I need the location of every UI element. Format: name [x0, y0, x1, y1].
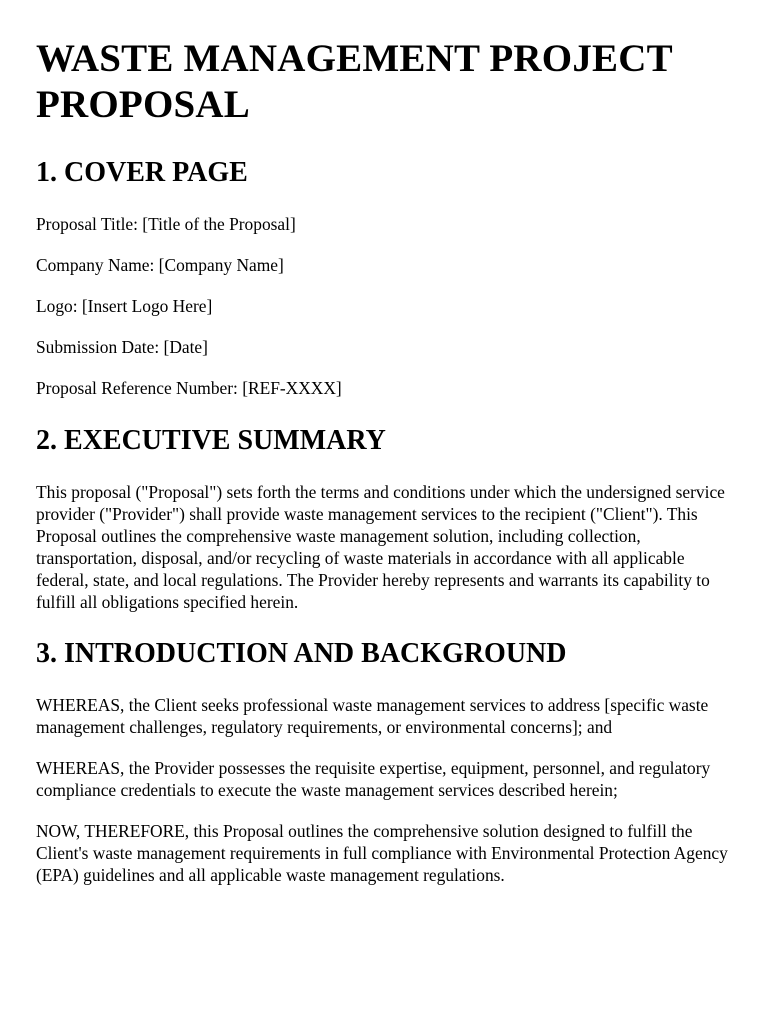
executive-summary-section [36, 424, 734, 613]
now-therefore-paragraph: NOW, THEREFORE, this Proposal outlines the comprehensive solution designed to fulfill the Client's waste management requirements in full compliance with Environmental Protection Agency (EPA) guidelines and all applicable waste management regulations. [36, 821, 728, 885]
logo-field: Logo: [Insert Logo Here] [36, 296, 213, 316]
cover-page-fields [36, 213, 734, 399]
executive-summary-body [36, 481, 734, 613]
introduction-heading: 3. INTRODUCTION AND BACKGROUND [36, 638, 567, 669]
document-title: WASTE MANAGEMENT PROJECT PROPOSAL [36, 37, 673, 126]
whereas-provider-paragraph: WHEREAS, the Provider possesses the requisite expertise, equipment, personnel, and regulatory compliance credentials to execute the waste management services described herein; [36, 758, 711, 800]
cover-page-section [36, 156, 734, 399]
cover-page-heading: 1. COVER PAGE [36, 157, 248, 188]
proposal-title-field: Proposal Title: [Title of the Proposal] [36, 214, 296, 234]
introduction-section [36, 637, 734, 886]
whereas-client-paragraph: WHEREAS, the Client seeks professional waste management services to address [specific waste management challenges, regulatory requirements, or environmental concerns]; and [36, 695, 709, 737]
reference-number-field: Proposal Reference Number: [REF-XXXX] [36, 378, 342, 398]
company-name-field: Company Name: [Company Name] [36, 255, 284, 275]
submission-date-field: Submission Date: [Date] [36, 337, 208, 357]
introduction-body [36, 694, 734, 886]
executive-summary-paragraph: This proposal ("Proposal") sets forth the terms and conditions under which the undersigned service provider ("Provider") shall provide waste management services to the recipient ("Client"). This Proposal outlines the comprehensive waste management solution, including collection, transportation, disposal, and/or recycling of waste materials in accordance with all applicable federal, state, and local regulations. The Provider hereby represents and warrants its capability to fulfill all obligations specified herein. [36, 482, 725, 612]
executive-summary-heading: 2. EXECUTIVE SUMMARY [36, 425, 386, 456]
